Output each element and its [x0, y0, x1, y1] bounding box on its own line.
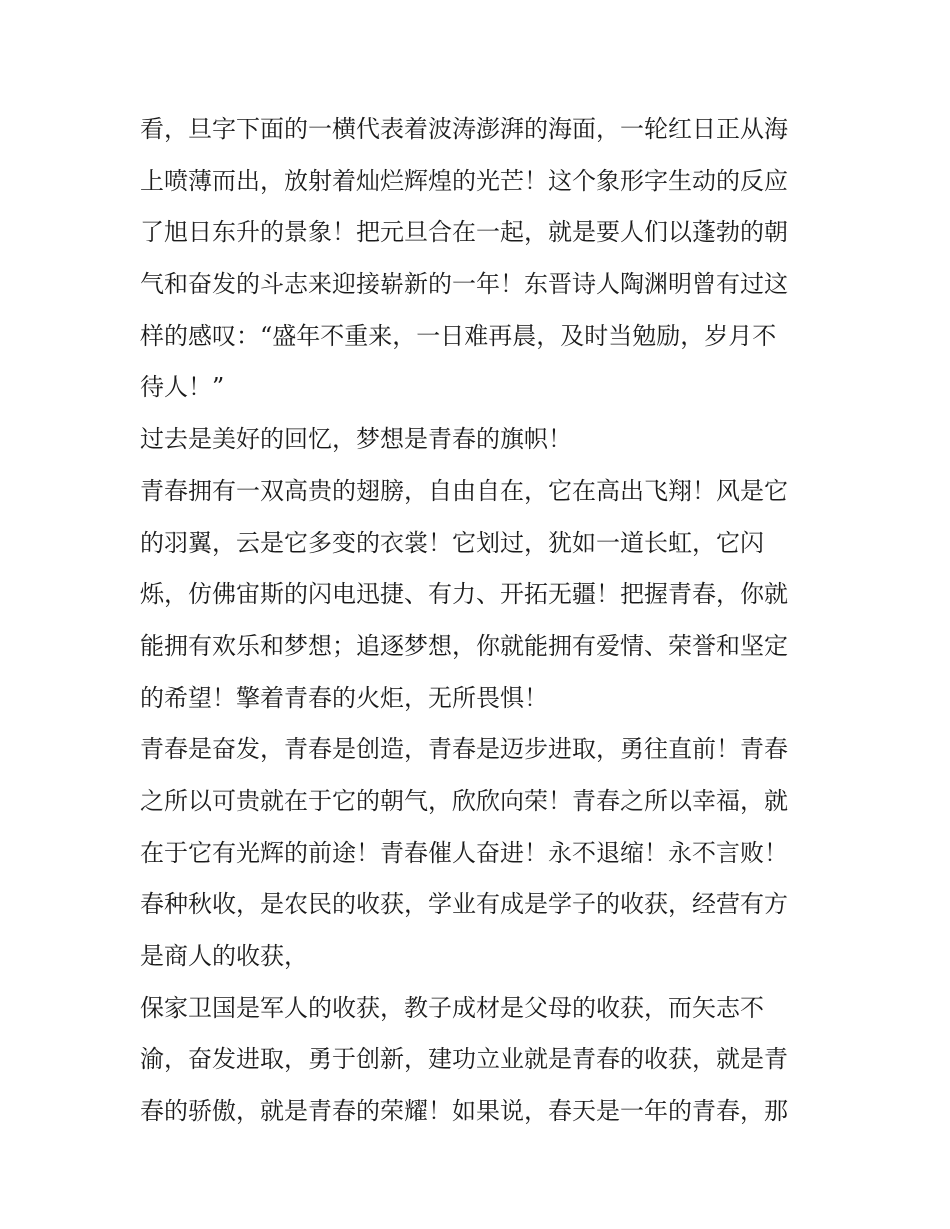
text-line: 样的感叹：“盛年不重来，一日难再晨，及时当勉励，岁月不: [140, 321, 777, 350]
paragraph-4: [140, 724, 812, 879]
text-line: 烁，仿佛宙斯的闪电迅捷、有力、开拓无疆！把握青春，你就: [140, 580, 788, 609]
paragraph-2: [140, 414, 812, 466]
text-line: 上喷薄而出，放射着灿烂辉煌的光芒！这个象形字生动的反应: [140, 166, 788, 195]
text-line: 春的骄傲，就是青春的荣耀！如果说，春天是一年的青春，那: [140, 1097, 788, 1126]
text-line: 青春是奋发，青春是创造，青春是迈步进取，勇往直前！青春: [140, 735, 788, 764]
text-line: 保家卫国是军人的收获，教子成材是父母的收获，而矢志不: [140, 993, 764, 1022]
text-line: 过去是美好的回忆，梦想是青春的旗帜！: [140, 425, 572, 454]
paragraph-1: [140, 104, 812, 414]
text-line: 待人！”: [140, 373, 225, 402]
text-line: 春种秋收，是农民的收获，学业有成是学子的收获，经营有方: [140, 890, 788, 919]
document-body: [140, 104, 812, 1138]
paragraph-5: [140, 879, 812, 982]
text-line: 气和奋发的斗志来迎接崭新的一年！东晋诗人陶渊明曾有过这: [140, 270, 788, 299]
text-line: 看，旦字下面的一横代表着波涛澎湃的海面，一轮红日正从海: [140, 115, 788, 143]
text-line: 渝，奋发进取，勇于创新，建功立业就是青春的收获，就是青: [140, 1045, 788, 1074]
text-line: 青春拥有一双高贵的翅膀，自由自在，它在高出飞翔！风是它: [140, 476, 788, 505]
text-line: 的希望！擎着青春的火炬，无所畏惧！: [140, 683, 548, 712]
text-line: 是商人的收获，: [140, 942, 308, 970]
text-line: 能拥有欢乐和梦想；追逐梦想，你就能拥有爱情、荣誉和坚定: [140, 631, 788, 660]
paragraph-6: [140, 983, 812, 1138]
text-line: 之所以可贵就在于它的朝气，欣欣向荣！青春之所以幸福，就: [140, 786, 788, 815]
text-line: 了旭日东升的景象！把元旦合在一起，就是要人们以蓬勃的朝: [140, 218, 788, 247]
paragraph-3: [140, 466, 812, 724]
text-line: 的羽翼，云是它多变的衣裳！它划过，犹如一道长虹，它闪: [140, 528, 764, 557]
text-line: 在于它有光辉的前途！青春催人奋进！永不退缩！永不言败！: [140, 838, 788, 867]
